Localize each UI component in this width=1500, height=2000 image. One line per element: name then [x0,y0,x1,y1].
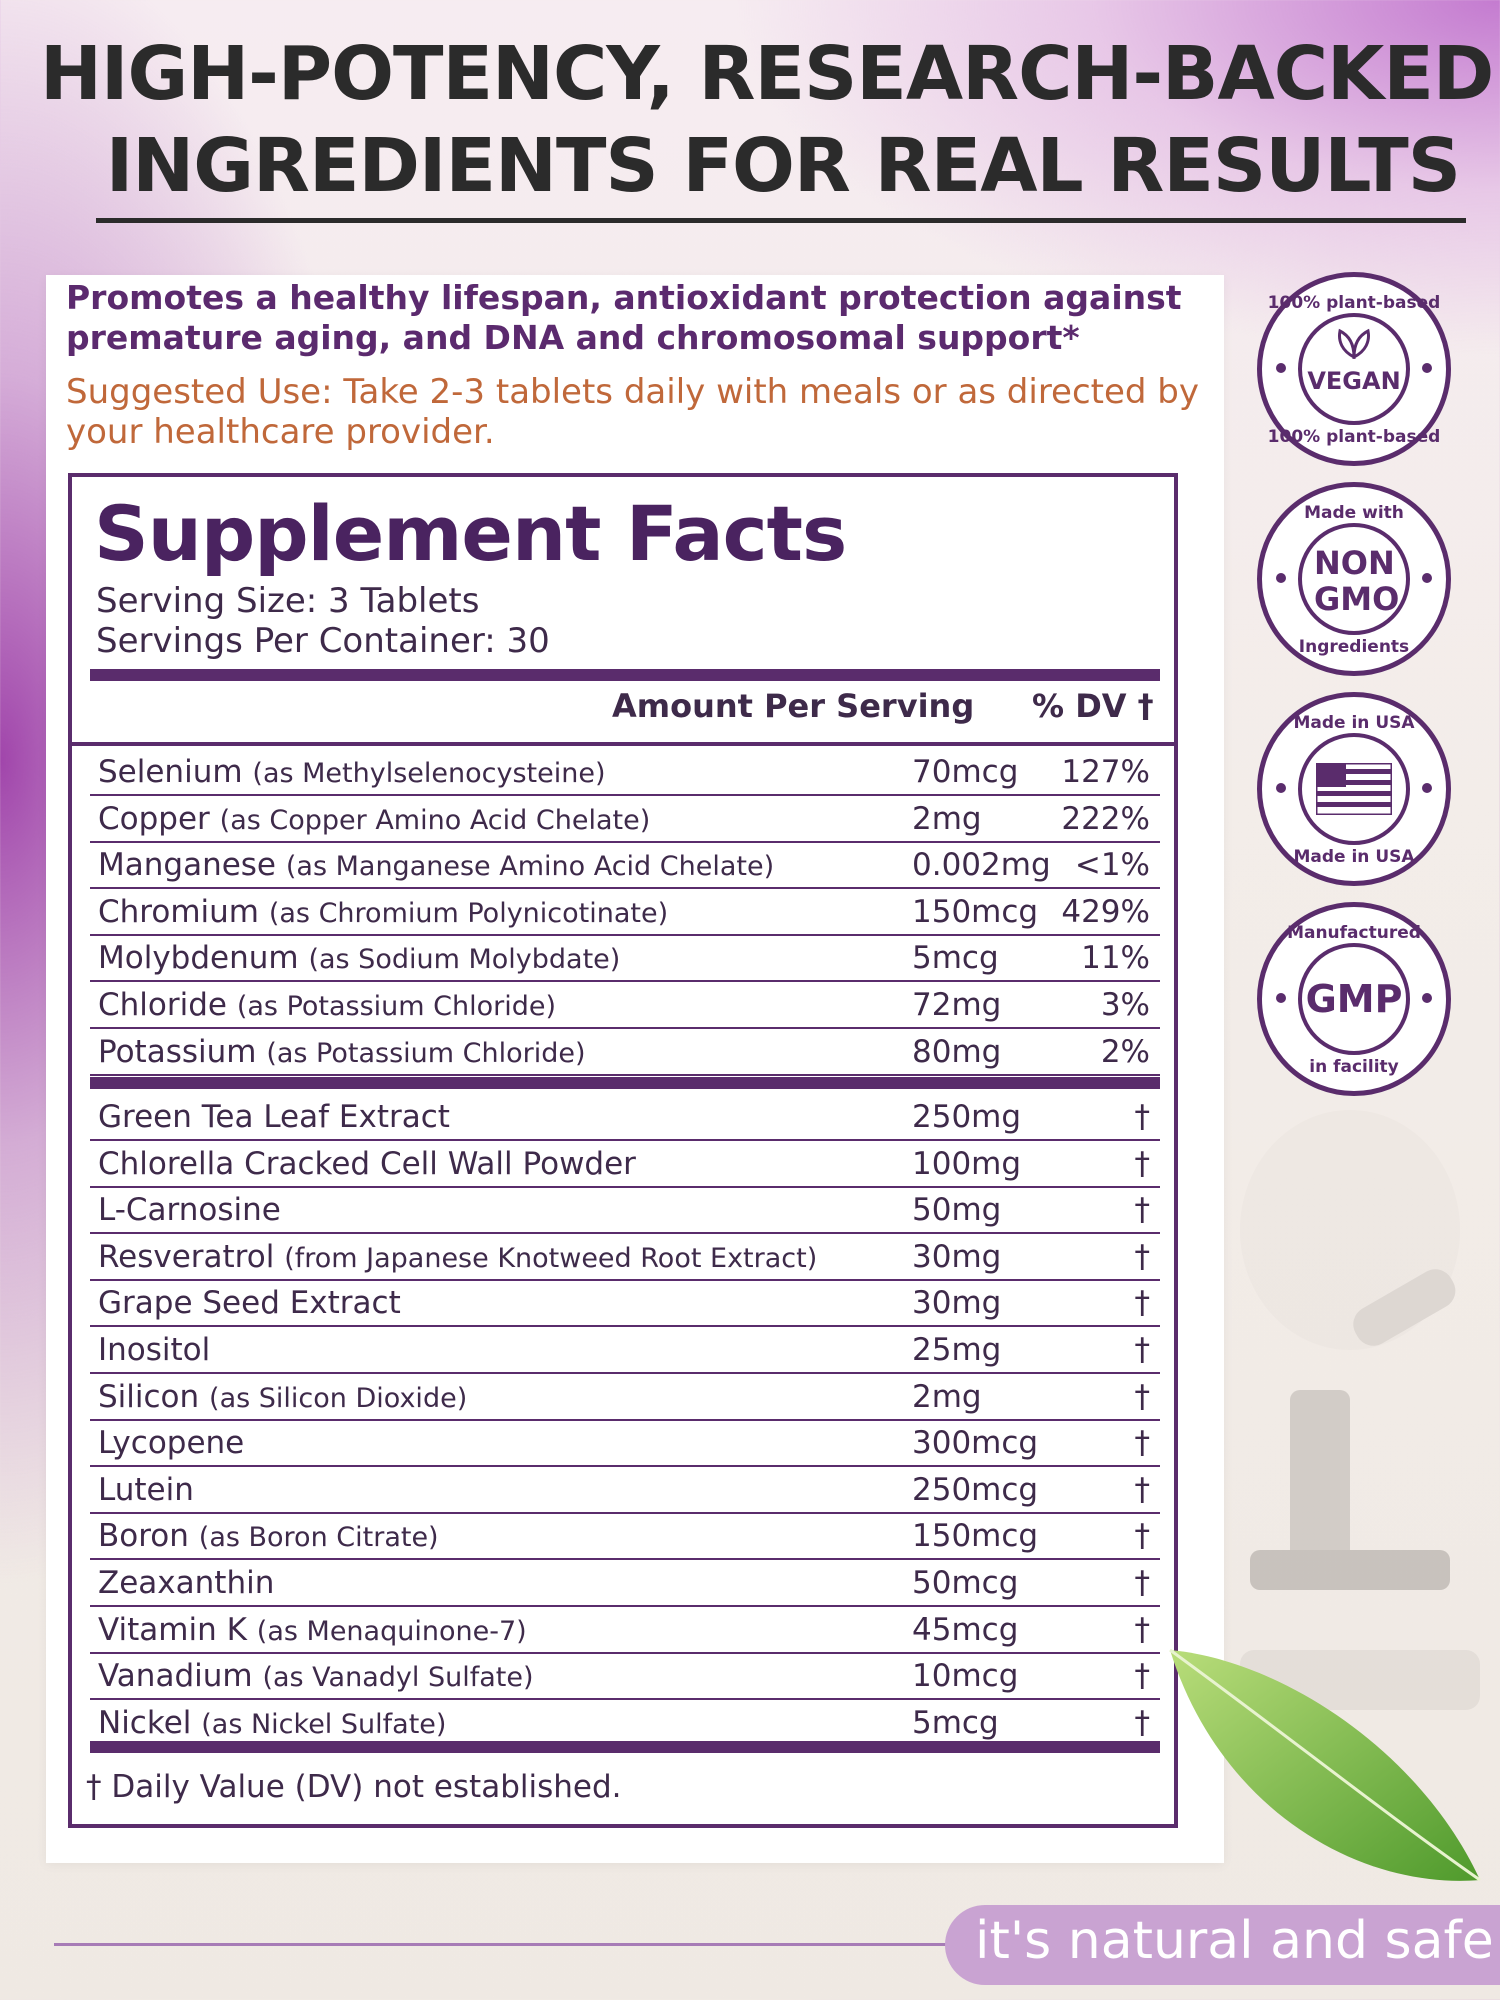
ingredient-main-name: Boron [98,1518,189,1555]
badge-top-text: Manufactured [1287,923,1421,943]
facts-row [90,1281,1160,1327]
ingredient-dv: † [1134,1518,1150,1555]
ingredient-dv: † [1134,1099,1150,1135]
facts-row [90,1375,1160,1421]
ingredient-name [98,1518,439,1554]
ingredient-amount: 2mg [912,800,982,837]
ingredient-name [98,1192,281,1228]
ingredient-dv: † [1134,1704,1150,1741]
vegan-badge [1257,272,1451,466]
ingredient-dv: 2% [1100,1033,1150,1070]
badge-inner-ring [1298,523,1410,635]
ingredient-amount: 72mg [912,987,1002,1023]
supplement-facts-panel [68,473,1178,1828]
ingredient-amount: 150mcg [912,1518,1039,1555]
ingredient-main-name: Green Tea Leaf Extract [98,1099,450,1135]
ingredient-name [98,1565,274,1601]
made-in-usa-badge [1257,692,1451,886]
ingredient-amount: 100mg [912,1145,1022,1182]
ingredient-source: (as Silicon Dioxide) [209,1382,468,1414]
ingredient-amount: 70mcg [912,754,1019,790]
ingredient-amount: 45mcg [912,1611,1019,1648]
ingredient-amount: 50mg [912,1192,1002,1229]
ingredient-name [98,1612,527,1648]
headline-line-1: HIGH-POTENCY, RESEARCH-BACKED [40,31,1494,117]
badge-middle-text: NON GMO [1314,544,1400,618]
facts-row [90,1608,1160,1654]
ingredient-source: (as Boron Citrate) [198,1522,439,1554]
badge-top-text: 100% plant-based [1267,293,1441,313]
dv-footnote: † Daily Value (DV) not established. [86,1769,622,1805]
ingredient-main-name: Manganese [98,847,277,884]
leaf-icon [1334,327,1374,359]
ingredient-source: (as Manganese Amino Acid Chelate) [285,851,775,883]
ingredient-name [98,894,668,930]
headline-line-2: INGREDIENTS FOR REAL RESULTS [105,123,1460,209]
ingredient-amount: 30mg [912,1238,1002,1275]
ingredient-main-name: Vanadium [98,1658,253,1695]
ingredient-dv: † [1134,1471,1150,1508]
facts-row [90,1235,1160,1281]
ingredient-name [98,1425,244,1461]
ingredient-dv: 429% [1061,893,1150,930]
ingredient-main-name: Silicon [98,1378,200,1415]
ingredient-dv: † [1134,1238,1150,1275]
ingredient-dv: 3% [1100,987,1150,1023]
ingredient-amount: 150mcg [912,893,1039,930]
column-header-dv: % DV † [1032,687,1154,725]
facts-row [90,1701,1160,1747]
ingredient-main-name: Nickel [98,1704,192,1741]
facts-row [90,797,1160,843]
facts-divider-bottom [90,1741,1160,1753]
serving-size: Serving Size: 3 Tablets [96,581,480,621]
ingredient-amount: 5mcg [912,1704,999,1741]
facts-row [90,983,1160,1029]
ingredient-amount: 25mg [912,1332,1002,1368]
ingredient-amount: 5mcg [912,940,999,977]
green-leaf-image [1160,1640,1500,1900]
ingredient-source: (as Vanadyl Sulfate) [262,1662,534,1694]
ingredient-main-name: Zeaxanthin [98,1565,275,1601]
ingredient-main-name: Grape Seed Extract [98,1285,401,1322]
ingredient-name [98,1332,210,1368]
badge-middle-text: VEGAN [1307,367,1401,395]
facts-row [90,890,1160,936]
facts-row [90,936,1160,982]
facts-divider-middle [90,1077,1160,1089]
column-header-rule [72,742,1174,746]
ingredient-amount: 50mcg [912,1565,1019,1601]
facts-row [90,1188,1160,1234]
non-gmo-badge [1257,482,1451,676]
ingredient-main-name: Lutein [98,1471,194,1508]
ingredient-source: (as Copper Amino Acid Chelate) [219,804,651,836]
ingredient-name [98,1239,817,1275]
facts-row [90,1030,1160,1076]
badge-bottom-text: Made in USA [1293,847,1415,867]
ingredient-dv: 127% [1061,754,1150,790]
facts-row [90,1514,1160,1560]
bottom-divider [54,1943,954,1946]
ingredient-source: (from Japanese Knotweed Root Extract) [284,1242,818,1274]
ingredient-main-name: Inositol [98,1332,211,1368]
ingredient-amount: 0.002mg [912,847,1051,884]
ingredient-name [98,940,620,976]
ingredient-dv: † [1134,1565,1150,1601]
ingredient-name [98,847,774,883]
ingredient-name [98,754,606,790]
facts-row [90,1095,1160,1141]
ingredient-name [98,801,650,837]
ingredient-main-name: Copper [98,800,210,837]
suggested-use: Suggested Use: Take 2-3 tablets daily with meals or as directed by your healthcare provider. [66,372,1200,452]
ingredient-amount: 250mg [912,1099,1022,1135]
ingredient-dv: † [1134,1285,1150,1322]
badge-inner-ring [1298,313,1410,425]
ingredient-amount: 300mcg [912,1425,1039,1462]
ingredient-name [98,1705,446,1741]
headline [40,28,1494,212]
badge-inner-ring [1298,943,1410,1055]
ingredient-source: (as Chromium Polynicotinate) [268,897,669,929]
facts-row [90,1468,1160,1514]
ingredient-name [98,1099,450,1135]
ingredient-dv: † [1134,1658,1150,1695]
ingredient-amount: 250mcg [912,1471,1039,1508]
ingredient-name [98,987,556,1023]
ingredient-main-name: L-Carnosine [98,1192,281,1229]
ingredient-source: (as Sodium Molybdate) [308,944,621,976]
ingredient-dv: 222% [1061,800,1150,837]
ingredient-name [98,1472,194,1508]
facts-row [90,843,1160,889]
ingredient-dv: <1% [1074,847,1150,884]
ingredient-name [98,1146,636,1182]
ingredient-amount: 2mg [912,1378,982,1415]
ingredient-source: (as Potassium Chloride) [266,1037,586,1069]
us-flag-icon [1316,763,1392,815]
badge-top-text: Made with [1304,503,1404,523]
ingredient-main-name: Selenium [98,754,243,790]
ingredient-dv: † [1134,1425,1150,1462]
ingredient-main-name: Chlorella Cracked Cell Wall Powder [98,1145,636,1182]
ingredient-main-name: Chloride [98,987,227,1023]
badge-bottom-text: 100% plant-based [1267,427,1441,447]
facts-row [90,1142,1160,1188]
badge-bottom-text: in facility [1309,1057,1399,1077]
ingredient-name [98,1034,586,1070]
ingredient-dv: † [1134,1145,1150,1182]
badge-inner-ring [1298,733,1410,845]
facts-row [90,1421,1160,1467]
ingredient-dv: † [1134,1378,1150,1415]
ingredient-main-name: Vitamin K [98,1611,247,1648]
ingredient-dv: † [1134,1192,1150,1229]
benefit-statement: Promotes a healthy lifespan, antioxidant protection against premature aging, and DNA and chromosomal support* [66,278,1182,357]
ingredient-name [98,1285,401,1321]
facts-row [90,1328,1160,1374]
badge-bottom-text: Ingredients [1298,637,1410,657]
tagline-text: it's natural and safe [975,1911,1494,1971]
gmp-badge [1257,902,1451,1096]
ingredient-amount: 10mcg [912,1658,1019,1695]
ingredient-source: (as Nickel Sulfate) [201,1708,447,1740]
ingredient-name [98,1658,533,1694]
facts-row [90,750,1160,796]
badge-middle-text: GMP [1305,977,1403,1021]
ingredient-dv: † [1134,1611,1150,1648]
headline-underline [96,218,1466,223]
ingredient-dv: † [1134,1332,1150,1368]
facts-row [90,1561,1160,1607]
facts-title: Supplement Facts [94,489,847,578]
ingredient-source: (as Menaquinone-7) [256,1615,527,1647]
badge-top-text: Made in USA [1293,713,1415,733]
ingredient-main-name: Chromium [98,893,259,930]
ingredient-source: (as Potassium Chloride) [236,991,557,1022]
ingredient-main-name: Molybdenum [98,940,299,977]
ingredient-main-name: Potassium [98,1033,257,1070]
tagline-banner [945,1905,1500,1985]
column-header-amount: Amount Per Serving [612,687,975,725]
facts-divider-top [90,669,1160,681]
ingredient-amount: 30mg [912,1285,1002,1322]
ingredient-name [98,1379,467,1415]
servings-per-container: Servings Per Container: 30 [96,621,550,661]
facts-row [90,1654,1160,1700]
ingredient-main-name: Resveratrol [98,1238,275,1275]
ingredient-source: (as Methylselenocysteine) [252,758,606,789]
ingredient-dv: 11% [1081,940,1150,977]
ingredient-main-name: Lycopene [98,1425,245,1462]
ingredient-amount: 80mg [912,1033,1002,1070]
